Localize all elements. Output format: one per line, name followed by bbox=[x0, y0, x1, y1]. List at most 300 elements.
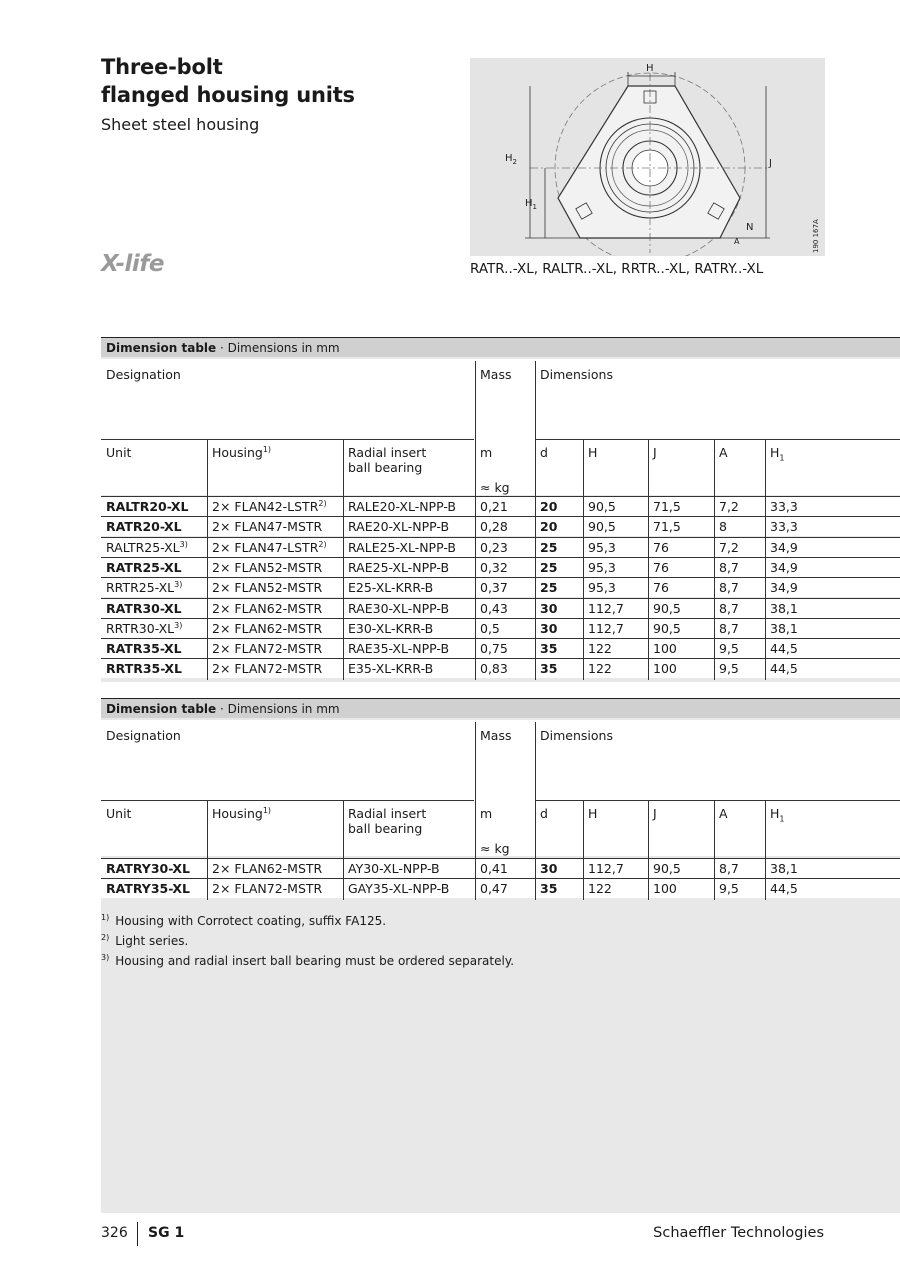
cell-housing bbox=[212, 560, 322, 575]
cell-h-text: 122 bbox=[588, 641, 612, 657]
cell-h-text: 90,5 bbox=[588, 499, 616, 514]
footnote-ref: 3) bbox=[179, 539, 188, 549]
col-rule-housing bbox=[207, 800, 208, 900]
footer-separator bbox=[137, 1222, 138, 1246]
footnote-mark: 2) bbox=[101, 933, 110, 942]
row-rule bbox=[101, 618, 900, 619]
cell-h1 bbox=[770, 580, 798, 595]
cell-unit bbox=[106, 861, 190, 876]
cell-h1 bbox=[770, 601, 798, 616]
cell-a bbox=[719, 881, 739, 896]
cell-d bbox=[540, 881, 557, 896]
cell-h1-text: 34,9 bbox=[770, 580, 798, 596]
cell-m-text: 0,32 bbox=[480, 559, 508, 575]
row-rule bbox=[101, 516, 900, 517]
cell-h1-text: 34,9 bbox=[770, 539, 798, 555]
footnote-text: Housing with Corrotect coating, suffix FA125. bbox=[115, 914, 387, 928]
page-title bbox=[101, 53, 355, 109]
cell-bearing bbox=[348, 540, 456, 555]
cell-bearing bbox=[348, 601, 449, 616]
cell-h bbox=[588, 641, 612, 656]
cell-unit bbox=[106, 560, 182, 575]
cell-housing-text: 2× FLAN62-MSTR bbox=[212, 600, 323, 616]
cell-h1-text: 44,5 bbox=[770, 661, 798, 677]
cell-a-text: 7,2 bbox=[719, 499, 739, 514]
cell-m bbox=[480, 540, 508, 555]
hdr-housing bbox=[212, 806, 271, 821]
cell-h bbox=[588, 621, 624, 636]
cell-h1 bbox=[770, 641, 798, 656]
footnote-mark: 1) bbox=[101, 913, 110, 922]
footnote-ref: 3) bbox=[174, 580, 183, 590]
hdr-rule-right bbox=[536, 800, 900, 801]
footnote-ref: 3) bbox=[174, 620, 183, 630]
cell-h1 bbox=[770, 499, 798, 514]
cell-j-text: 76 bbox=[653, 559, 669, 575]
cell-a bbox=[719, 540, 739, 555]
cell-housing-text: 2× FLAN52-MSTR bbox=[212, 580, 323, 596]
cell-housing bbox=[212, 661, 322, 676]
footnote bbox=[101, 908, 514, 928]
cell-d bbox=[540, 661, 557, 676]
table-title-bold: Dimension table bbox=[106, 702, 217, 716]
cell-bearing-text: RAE25-XL-NPP-B bbox=[348, 559, 450, 575]
cell-j-text: 76 bbox=[653, 539, 669, 555]
row-rule bbox=[101, 496, 900, 497]
dimension-table-1 bbox=[101, 337, 900, 682]
cell-j bbox=[653, 519, 681, 534]
cell-unit-text: RALTR20-XL bbox=[106, 499, 189, 514]
cell-bearing bbox=[348, 641, 449, 656]
cell-housing bbox=[212, 641, 322, 656]
hdr-d: d bbox=[540, 445, 548, 460]
cell-a-text: 9,5 bbox=[719, 881, 739, 897]
hdr-H1 bbox=[770, 806, 785, 824]
cell-d bbox=[540, 861, 557, 876]
cell-j-text: 90,5 bbox=[653, 620, 681, 636]
cell-h1 bbox=[770, 661, 798, 676]
hdr-m: m bbox=[480, 806, 493, 821]
cell-bearing-text: E30-XL-KRR-B bbox=[348, 620, 434, 636]
cell-h1-text: 33,3 bbox=[770, 499, 798, 514]
hdr-radial-line1: Radial insert bbox=[348, 806, 427, 821]
footnotes bbox=[101, 908, 514, 968]
cell-m-text: 0,83 bbox=[480, 661, 508, 677]
hdr-unit: Unit bbox=[106, 445, 132, 460]
cell-h1-text: 44,5 bbox=[770, 641, 798, 657]
footnote-ref: 2) bbox=[318, 539, 327, 549]
cell-h1-text: 38,1 bbox=[770, 861, 798, 876]
col-rule-H1 bbox=[765, 800, 766, 900]
cell-h bbox=[588, 601, 624, 616]
cell-j bbox=[653, 621, 681, 636]
col-rule-H bbox=[583, 800, 584, 900]
hdr-housing bbox=[212, 445, 271, 460]
x-life-logo: X-life bbox=[101, 251, 164, 277]
cell-d bbox=[540, 499, 557, 514]
hdr-H1-sub: 1 bbox=[779, 814, 785, 824]
cell-unit bbox=[106, 580, 182, 595]
hdr-mass: Mass bbox=[480, 728, 512, 743]
cell-bearing-text: RAE20-XL-NPP-B bbox=[348, 519, 450, 535]
hdr-housing-sup: 1) bbox=[262, 806, 272, 815]
cell-h-text: 95,3 bbox=[588, 539, 616, 555]
page-subtitle: Sheet steel housing bbox=[101, 115, 260, 134]
hdr-mass: Mass bbox=[480, 367, 512, 382]
cell-m-text: 0,21 bbox=[480, 499, 508, 514]
hdr-rule-right bbox=[536, 439, 900, 440]
cell-a bbox=[719, 861, 739, 876]
hdr-H1-sub: 1 bbox=[779, 453, 785, 463]
cell-h1-text: 34,9 bbox=[770, 559, 798, 575]
cell-housing-text: 2× FLAN72-MSTR bbox=[212, 881, 323, 897]
cell-h bbox=[588, 580, 616, 595]
housing-drawing-svg bbox=[470, 58, 825, 256]
label-H: H bbox=[646, 63, 654, 74]
cell-a bbox=[719, 601, 739, 616]
hdr-d: d bbox=[540, 806, 548, 821]
cell-a-text: 8 bbox=[719, 519, 727, 535]
cell-a-text: 8,7 bbox=[719, 861, 739, 876]
cell-unit-text: RATR20-XL bbox=[106, 519, 182, 535]
cell-h bbox=[588, 661, 612, 676]
cell-housing-text: 2× FLAN62-MSTR bbox=[212, 620, 323, 636]
cell-j bbox=[653, 661, 677, 676]
hdr-radial-line2: ball bearing bbox=[348, 821, 423, 836]
cell-unit-text: RATR30-XL bbox=[106, 600, 182, 616]
cell-housing-text: 2× FLAN72-MSTR bbox=[212, 641, 323, 657]
cell-a-text: 7,2 bbox=[719, 539, 739, 555]
hdr-designation: Designation bbox=[106, 728, 181, 743]
cell-m bbox=[480, 601, 508, 616]
cell-j-text: 100 bbox=[653, 641, 677, 657]
col-rule-H bbox=[583, 439, 584, 680]
cell-a-text: 9,5 bbox=[719, 641, 739, 657]
cell-d bbox=[540, 540, 557, 555]
cell-d-text: 35 bbox=[540, 641, 558, 657]
table-title-rest: · Dimensions in mm bbox=[216, 341, 340, 355]
cell-j bbox=[653, 560, 669, 575]
cell-a bbox=[719, 519, 727, 534]
cell-unit bbox=[106, 540, 188, 555]
cell-j-text: 76 bbox=[653, 580, 669, 596]
cell-a bbox=[719, 621, 739, 636]
cell-housing-text: 2× FLAN47-LSTR bbox=[212, 539, 319, 555]
title-line-1: Three-bolt bbox=[101, 55, 223, 79]
cell-unit-text: RATRY30-XL bbox=[106, 861, 191, 876]
hdr-unit: Unit bbox=[106, 806, 132, 821]
row-rule bbox=[101, 557, 900, 558]
cell-bearing bbox=[348, 881, 449, 896]
cell-a-text: 8,7 bbox=[719, 600, 739, 616]
hdr-m: m bbox=[480, 445, 493, 460]
hdr-H1-main: H bbox=[770, 445, 780, 460]
cell-unit bbox=[106, 519, 182, 534]
cell-d-text: 20 bbox=[540, 519, 558, 535]
cell-a bbox=[719, 560, 739, 575]
cell-m-text: 0,23 bbox=[480, 539, 508, 555]
cell-h1 bbox=[770, 540, 798, 555]
cell-bearing bbox=[348, 861, 440, 876]
hdr-H1 bbox=[770, 445, 785, 463]
cell-m-text: 0,75 bbox=[480, 641, 508, 657]
cell-d-text: 35 bbox=[540, 661, 558, 677]
cell-unit bbox=[106, 641, 182, 656]
label-H1-main: H bbox=[525, 198, 533, 209]
cell-bearing-text: E25-XL-KRR-B bbox=[348, 580, 434, 596]
cell-h1 bbox=[770, 621, 798, 636]
cell-m bbox=[480, 641, 508, 656]
cell-unit-text: RRTR25-XL bbox=[106, 580, 175, 596]
cell-h bbox=[588, 560, 616, 575]
table-header bbox=[101, 359, 900, 495]
cell-housing bbox=[212, 519, 322, 534]
col-rule-J bbox=[648, 800, 649, 900]
hdr-H: H bbox=[588, 806, 598, 821]
cell-h bbox=[588, 861, 624, 876]
cell-h-text: 90,5 bbox=[588, 519, 616, 535]
cell-housing bbox=[212, 540, 327, 555]
cell-d-text: 25 bbox=[540, 539, 558, 555]
cell-housing-text: 2× FLAN47-MSTR bbox=[212, 519, 323, 535]
table-header bbox=[101, 720, 900, 856]
hdr-radial bbox=[348, 445, 426, 475]
hdr-radial-line2: ball bearing bbox=[348, 460, 423, 475]
hdr-radial bbox=[348, 806, 426, 836]
cell-unit-text: RRTR30-XL bbox=[106, 620, 175, 636]
hdr-rule-left bbox=[101, 439, 474, 440]
row-rule bbox=[101, 577, 900, 578]
cell-unit bbox=[106, 621, 182, 636]
cell-housing bbox=[212, 499, 327, 514]
cell-housing-text: 2× FLAN52-MSTR bbox=[212, 559, 323, 575]
cell-unit-text: RATR35-XL bbox=[106, 641, 182, 657]
hdr-designation: Designation bbox=[106, 367, 181, 382]
cell-unit-text: RALTR25-XL bbox=[106, 539, 180, 555]
table-row bbox=[101, 618, 900, 638]
cell-m bbox=[480, 580, 508, 595]
cell-d bbox=[540, 560, 557, 575]
hdr-kg: ≈ kg bbox=[480, 841, 510, 856]
label-H2-sub: 2 bbox=[512, 158, 517, 166]
col-rule-J bbox=[648, 439, 649, 680]
cell-m-text: 0,5 bbox=[480, 620, 500, 636]
cell-a-text: 8,7 bbox=[719, 559, 739, 575]
table-row bbox=[101, 557, 900, 577]
cell-h-text: 112,7 bbox=[588, 600, 624, 616]
row-rule bbox=[101, 598, 900, 599]
table-row bbox=[101, 496, 900, 516]
col-rule-mass bbox=[475, 722, 476, 900]
row-rule bbox=[101, 858, 900, 859]
col-rule-housing bbox=[207, 439, 208, 680]
cell-housing bbox=[212, 601, 322, 616]
cell-h bbox=[588, 881, 612, 896]
cell-m bbox=[480, 881, 508, 896]
cell-d bbox=[540, 621, 557, 636]
drawing-caption: RATR..-XL, RALTR..-XL, RRTR..-XL, RATRY..-XL bbox=[470, 261, 764, 277]
cell-m-text: 0,28 bbox=[480, 519, 508, 535]
cell-h1 bbox=[770, 519, 798, 534]
cell-j bbox=[653, 540, 669, 555]
cell-m bbox=[480, 499, 508, 514]
cell-unit bbox=[106, 601, 182, 616]
cell-d-text: 30 bbox=[540, 600, 558, 616]
col-rule-mass bbox=[475, 361, 476, 680]
cell-m bbox=[480, 519, 508, 534]
cell-j-text: 90,5 bbox=[653, 861, 681, 876]
cell-j-text: 100 bbox=[653, 661, 677, 677]
cell-d bbox=[540, 641, 557, 656]
cell-d-text: 35 bbox=[540, 881, 558, 897]
hdr-A: A bbox=[719, 806, 728, 821]
cell-d-text: 20 bbox=[540, 499, 558, 514]
cell-housing bbox=[212, 580, 322, 595]
hdr-H: H bbox=[588, 445, 598, 460]
cell-d-text: 25 bbox=[540, 559, 558, 575]
cell-m bbox=[480, 621, 500, 636]
col-rule-bearing bbox=[343, 439, 344, 680]
hdr-A: A bbox=[719, 445, 728, 460]
col-rule-bearing bbox=[343, 800, 344, 900]
hdr-kg: ≈ kg bbox=[480, 480, 510, 495]
cell-unit-text: RATRY35-XL bbox=[106, 881, 191, 897]
cell-h-text: 95,3 bbox=[588, 580, 616, 596]
cell-bearing-text: E35-XL-KRR-B bbox=[348, 661, 434, 677]
hdr-J: J bbox=[653, 445, 657, 460]
cell-a-text: 8,7 bbox=[719, 580, 739, 596]
col-rule-A bbox=[714, 800, 715, 900]
cell-d-text: 30 bbox=[540, 861, 558, 876]
cell-h-text: 122 bbox=[588, 881, 612, 897]
cell-a bbox=[719, 641, 739, 656]
cell-bearing-text: RAE35-XL-NPP-B bbox=[348, 641, 450, 657]
col-rule-H1 bbox=[765, 439, 766, 680]
cell-bearing bbox=[348, 621, 433, 636]
cell-unit bbox=[106, 499, 189, 514]
cell-d bbox=[540, 601, 557, 616]
label-J: J bbox=[769, 158, 772, 169]
table-row bbox=[101, 858, 900, 878]
table-row bbox=[101, 878, 900, 898]
table-row bbox=[101, 516, 900, 536]
col-rule-d bbox=[535, 361, 536, 680]
label-A: A bbox=[734, 237, 740, 246]
table-row bbox=[101, 598, 900, 618]
row-rule bbox=[101, 878, 900, 879]
cell-h1 bbox=[770, 560, 798, 575]
table-row bbox=[101, 577, 900, 597]
company-name: Schaeffler Technologies bbox=[653, 1225, 824, 1241]
col-rule-A bbox=[714, 439, 715, 680]
label-H1-sub: 1 bbox=[532, 203, 537, 211]
cell-j bbox=[653, 861, 681, 876]
row-rule bbox=[101, 537, 900, 538]
cell-housing bbox=[212, 621, 322, 636]
cell-unit bbox=[106, 881, 190, 896]
cell-unit bbox=[106, 661, 182, 676]
label-H2 bbox=[505, 153, 517, 166]
table-title bbox=[101, 698, 900, 718]
drawing-id: 190 167A bbox=[812, 219, 820, 253]
hdr-radial-line1: Radial insert bbox=[348, 445, 427, 460]
cell-unit-text: RRTR35-XL bbox=[106, 661, 183, 677]
hdr-housing-text: Housing bbox=[212, 445, 263, 460]
hdr-J: J bbox=[653, 806, 657, 821]
section-label: SG 1 bbox=[148, 1225, 185, 1241]
cell-housing-text: 2× FLAN62-MSTR bbox=[212, 861, 323, 876]
cell-bearing-text: RALE25-XL-NPP-B bbox=[348, 539, 456, 555]
cell-bearing-text: GAY35-XL-NPP-B bbox=[348, 881, 450, 897]
footnote bbox=[101, 948, 514, 968]
hdr-rule-left bbox=[101, 800, 474, 801]
cell-h1-text: 33,3 bbox=[770, 519, 798, 535]
cell-j-text: 71,5 bbox=[653, 499, 681, 514]
col-rule-d bbox=[535, 722, 536, 900]
cell-h-text: 112,7 bbox=[588, 620, 624, 636]
hdr-H1-main: H bbox=[770, 806, 780, 821]
cell-a-text: 8,7 bbox=[719, 620, 739, 636]
cell-d-text: 30 bbox=[540, 620, 558, 636]
hdr-dimensions: Dimensions bbox=[540, 728, 613, 743]
cell-bearing bbox=[348, 580, 433, 595]
footnote bbox=[101, 928, 514, 948]
cell-a bbox=[719, 661, 739, 676]
label-N: N bbox=[746, 222, 754, 233]
label-H2-main: H bbox=[505, 153, 513, 164]
cell-h-text: 112,7 bbox=[588, 861, 624, 876]
cell-m bbox=[480, 861, 508, 876]
row-rule bbox=[101, 658, 900, 659]
table-title bbox=[101, 337, 900, 357]
cell-j-text: 71,5 bbox=[653, 519, 681, 535]
page-footer bbox=[101, 1225, 824, 1245]
cell-h1-text: 38,1 bbox=[770, 620, 798, 636]
hdr-housing-sup: 1) bbox=[262, 445, 272, 454]
footnote-text: Housing and radial insert ball bearing must be ordered separately. bbox=[115, 954, 515, 968]
cell-bearing bbox=[348, 661, 433, 676]
footnote-mark: 3) bbox=[101, 953, 110, 962]
footnote-ref: 2) bbox=[318, 499, 327, 508]
cell-m-text: 0,47 bbox=[480, 881, 508, 897]
footnote-text: Light series. bbox=[115, 934, 189, 948]
cell-bearing-text: RAE30-XL-NPP-B bbox=[348, 600, 450, 616]
table-row bbox=[101, 658, 900, 678]
cell-j-text: 90,5 bbox=[653, 600, 681, 616]
table-title-bold: Dimension table bbox=[106, 341, 217, 355]
cell-m bbox=[480, 560, 508, 575]
cell-j-text: 100 bbox=[653, 881, 677, 897]
table-title-rest: · Dimensions in mm bbox=[216, 702, 340, 716]
cell-h-text: 122 bbox=[588, 661, 612, 677]
cell-bearing bbox=[348, 560, 449, 575]
cell-h1-text: 44,5 bbox=[770, 881, 798, 897]
cell-a-text: 9,5 bbox=[719, 661, 739, 677]
cell-housing-text: 2× FLAN42-LSTR bbox=[212, 499, 319, 514]
cell-housing-text: 2× FLAN72-MSTR bbox=[212, 661, 323, 677]
cell-a bbox=[719, 580, 739, 595]
hdr-dimensions: Dimensions bbox=[540, 367, 613, 382]
hdr-housing-text: Housing bbox=[212, 806, 263, 821]
page-number: 326 bbox=[101, 1225, 128, 1241]
cell-bearing bbox=[348, 499, 456, 514]
label-H1 bbox=[525, 198, 537, 211]
cell-h1 bbox=[770, 881, 798, 896]
cell-h bbox=[588, 540, 616, 555]
cell-m bbox=[480, 661, 508, 676]
cell-m-text: 0,41 bbox=[480, 861, 508, 876]
cell-m-text: 0,37 bbox=[480, 580, 508, 596]
